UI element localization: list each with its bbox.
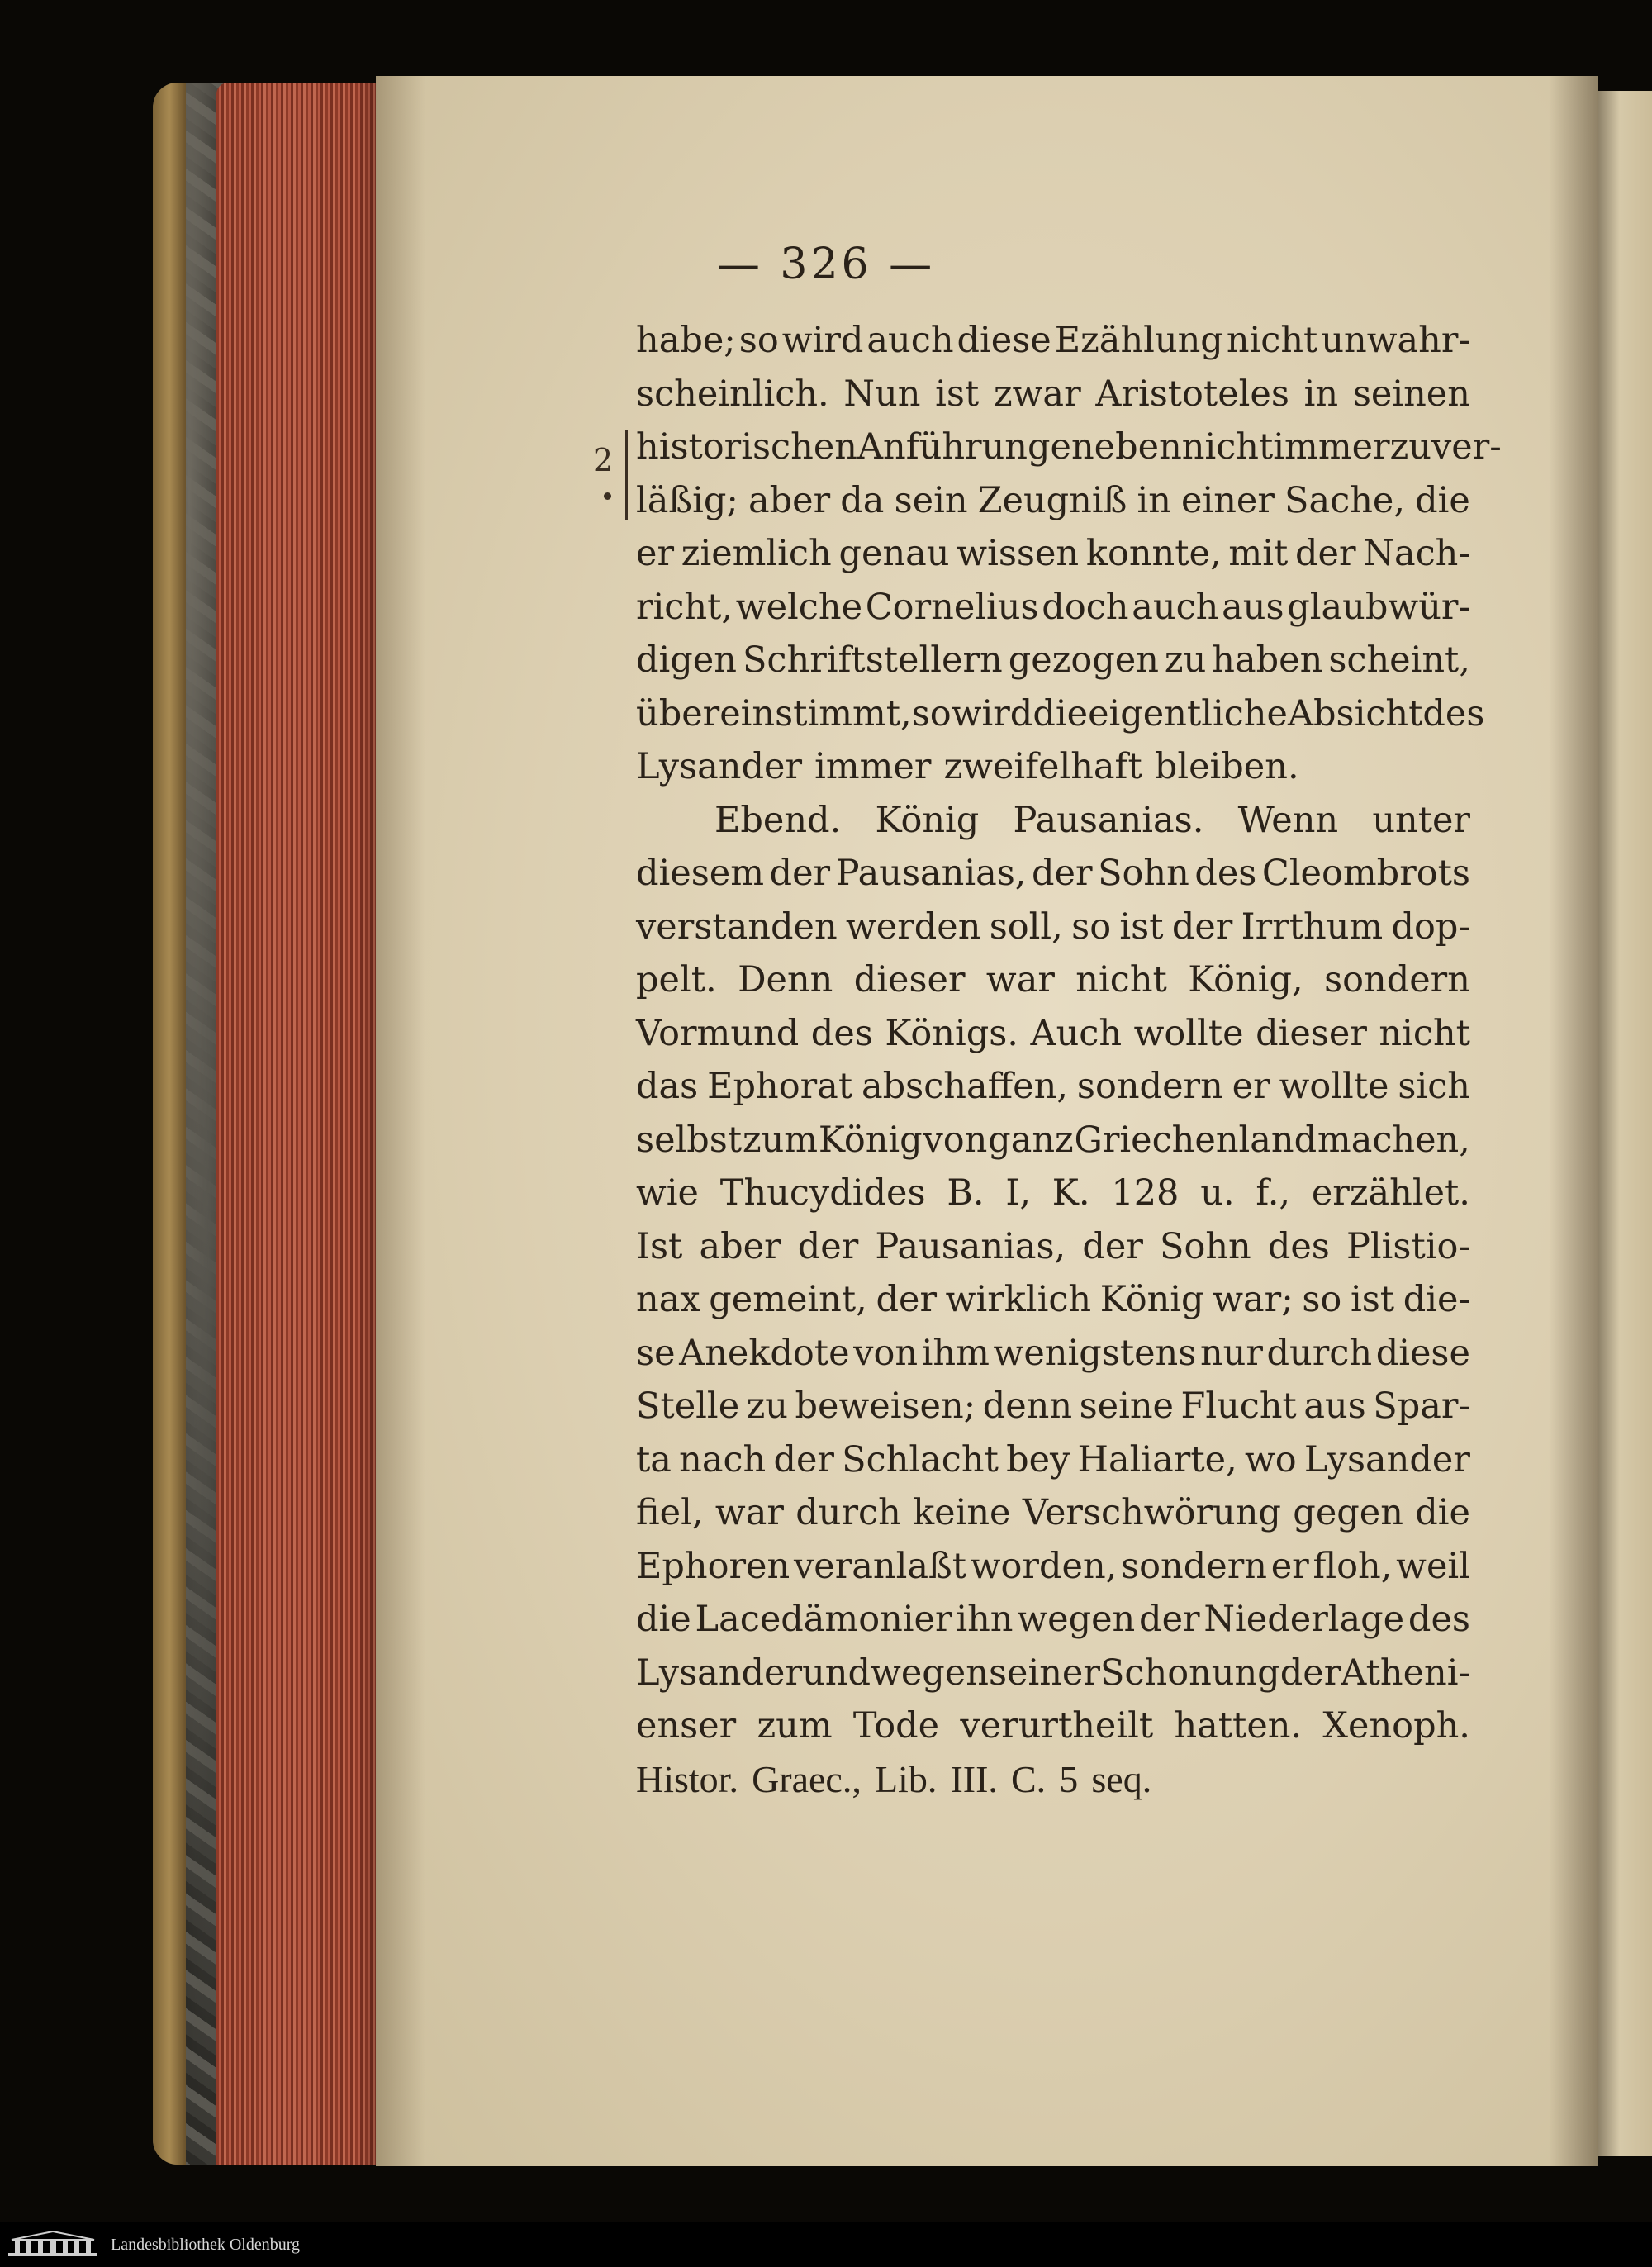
word: der (1082, 1225, 1143, 1267)
text-line (636, 1486, 1470, 1540)
text-line (636, 1220, 1470, 1274)
word: B. (947, 1172, 985, 1214)
word: Ephorat (707, 1066, 853, 1107)
word: und (802, 1652, 871, 1694)
word: Cornelius (865, 586, 1039, 628)
text-line (636, 953, 1470, 1007)
word: der (773, 1438, 834, 1480)
word: Pausanias. (1013, 799, 1204, 841)
word: nicht (1226, 320, 1318, 361)
word: nur (1199, 1332, 1263, 1374)
word: so (1302, 1279, 1342, 1320)
word: Schlacht (842, 1438, 999, 1480)
text-line (636, 740, 1470, 794)
word: verurtheilt (960, 1705, 1154, 1747)
word: historischen (636, 426, 857, 468)
word: ihm (921, 1332, 990, 1374)
word: eigentliche (1088, 692, 1288, 734)
text-line (636, 1114, 1470, 1167)
word: pelt. (636, 959, 717, 1000)
word: so (1071, 905, 1112, 948)
word: floh, (1313, 1545, 1393, 1587)
word: durch (1266, 1332, 1373, 1374)
text-line (636, 1753, 1470, 1807)
margin-note: 2 (593, 442, 614, 478)
word: dop- (1391, 905, 1470, 948)
word: läßig; (636, 479, 738, 521)
word: zu (1164, 639, 1207, 681)
word: wird (781, 320, 864, 361)
margin-mark-bar (625, 430, 628, 520)
word: Aristoteles (1095, 373, 1289, 415)
word: war; (1213, 1279, 1294, 1320)
word: fiel, (636, 1492, 704, 1533)
word: werden (845, 905, 981, 948)
word: aber (748, 479, 831, 521)
word: veranlaßt (793, 1545, 966, 1587)
text-line (636, 901, 1470, 954)
word: König (875, 799, 980, 841)
word: diesem (636, 853, 765, 894)
word: 5 (1059, 1757, 1079, 1800)
word: enser (636, 1705, 737, 1747)
word: genau (838, 533, 950, 574)
word: wegen (871, 1652, 989, 1694)
word: Haliarte, (1077, 1438, 1237, 1480)
word: da (840, 479, 885, 521)
word: der (1295, 533, 1356, 574)
text-line (636, 1007, 1470, 1061)
word: wissen (957, 533, 1080, 574)
word: des (1267, 1225, 1330, 1267)
word: Lysander (636, 746, 803, 787)
text-line (636, 1380, 1470, 1433)
word: die (1415, 1492, 1470, 1533)
library-logo-icon (7, 2228, 99, 2261)
word: wenigstens (993, 1332, 1197, 1374)
word: in (1303, 373, 1339, 415)
word: Xenoph. (1322, 1705, 1470, 1747)
word: hatten. (1174, 1705, 1303, 1747)
word: Thucydides (719, 1172, 926, 1214)
word: I, (1005, 1172, 1032, 1214)
word: wollte (1279, 1066, 1389, 1107)
word: Plistio- (1346, 1225, 1470, 1267)
word: die- (1403, 1279, 1470, 1320)
word: war (985, 959, 1055, 1000)
text-line (636, 581, 1470, 634)
word: der (769, 853, 831, 894)
word: zum (757, 1705, 833, 1747)
word: der (876, 1279, 937, 1320)
word: die (636, 1599, 691, 1640)
word: verstanden (636, 905, 838, 948)
word: seine (1079, 1385, 1174, 1427)
word: seq. (1091, 1757, 1152, 1800)
word: der (1139, 1599, 1200, 1640)
word: wegen (1017, 1599, 1136, 1640)
text-line (636, 421, 1502, 474)
word: gezogen (1008, 639, 1159, 681)
word: Stelle (636, 1385, 740, 1427)
word: zum (742, 1119, 819, 1161)
word: haben (1212, 639, 1323, 681)
word: Ist (636, 1225, 683, 1267)
word: machen, (1317, 1119, 1470, 1161)
word: bleiben. (1154, 746, 1299, 787)
word: gemeint, (709, 1279, 867, 1320)
word: Histor. (636, 1757, 738, 1800)
word: Ezählung (1054, 320, 1223, 361)
word: nach (679, 1438, 767, 1480)
word: des (810, 1012, 873, 1054)
word: unter (1372, 799, 1470, 841)
word: C. (1011, 1757, 1047, 1800)
margin-mark-dot (604, 492, 611, 500)
word: nax (636, 1279, 700, 1320)
word: der (1032, 853, 1093, 894)
word: sein (894, 479, 968, 521)
word: zuver- (1389, 426, 1502, 468)
word: ziemlich (681, 533, 832, 574)
word: keine (913, 1492, 1011, 1533)
word: glaubwür- (1287, 586, 1470, 628)
word: so (738, 320, 779, 361)
word: immer (814, 746, 932, 787)
word: habe; (636, 320, 736, 361)
word: wirklich (945, 1279, 1092, 1320)
word: ihn (956, 1599, 1014, 1640)
word: aber (699, 1225, 781, 1267)
word: Nun (843, 373, 921, 415)
text-line (636, 1167, 1470, 1220)
word: ist (935, 373, 980, 415)
word: seiner (988, 1652, 1100, 1694)
word: Lacedämonier (695, 1599, 952, 1640)
word: Pausanias, (875, 1225, 1066, 1267)
text-line (636, 314, 1470, 368)
word: Lysander (1303, 1438, 1470, 1480)
word: diese (1375, 1332, 1470, 1374)
word: dieser (853, 959, 966, 1000)
word: abschaffen, (861, 1066, 1068, 1107)
word: sondern (1076, 1066, 1223, 1107)
word: digen (636, 639, 737, 681)
word: Wenn (1237, 799, 1339, 841)
word: seinen (1352, 373, 1470, 415)
word: weil (1396, 1545, 1470, 1587)
word: Lib. (874, 1757, 938, 1800)
word: Niederlage (1203, 1599, 1405, 1640)
word: aus (1222, 586, 1284, 628)
word: worden, (970, 1545, 1118, 1587)
word: scheinlich. (636, 373, 829, 415)
word: Auch (1030, 1012, 1123, 1054)
word: der (1171, 905, 1233, 948)
text-line (636, 1647, 1470, 1700)
text-line (636, 1433, 1470, 1487)
word: sondern (1324, 959, 1470, 1000)
word: Verschwörung (1022, 1492, 1281, 1533)
footer-bar (0, 2222, 1652, 2267)
word: Nach- (1363, 533, 1470, 574)
word: auch (866, 320, 954, 361)
word: auch (1132, 586, 1219, 628)
word: Anekdote (679, 1332, 850, 1374)
word: zu (746, 1385, 788, 1427)
word: Vormund (636, 1012, 800, 1054)
word: er (636, 533, 675, 574)
word: in (1137, 479, 1171, 521)
text-line (636, 1273, 1470, 1327)
word: soll, (989, 905, 1063, 948)
word: u. (1200, 1172, 1235, 1214)
word: König, (1188, 959, 1303, 1000)
word: 128 (1111, 1172, 1180, 1214)
word: die (1032, 692, 1089, 734)
text-line (636, 634, 1470, 687)
word: konnte, (1085, 533, 1222, 574)
word: Zeugniß (977, 479, 1127, 521)
word: erzählet. (1311, 1172, 1470, 1214)
word: wird (951, 692, 1033, 734)
word: scheint, (1328, 639, 1470, 681)
word: ganz (988, 1119, 1074, 1161)
text-line (636, 794, 1470, 848)
word: durch (795, 1492, 901, 1533)
word: richt, (636, 586, 733, 628)
word: immer (1273, 426, 1390, 468)
word: Cleombrots (1261, 853, 1470, 894)
text-line (636, 847, 1470, 901)
word: Griechenland (1074, 1119, 1317, 1161)
word: mit (1228, 533, 1289, 574)
word: eben (1094, 426, 1182, 468)
text-line (636, 687, 1485, 741)
word: Ebend. (714, 799, 842, 841)
word: doch (1042, 586, 1129, 628)
word: Graec., (752, 1757, 862, 1800)
word: ta (636, 1438, 672, 1480)
word: ist (1350, 1279, 1395, 1320)
word: sich (1398, 1066, 1470, 1107)
word: übereinstimmt, (636, 692, 912, 734)
word: zwar (993, 373, 1081, 415)
text-line (636, 527, 1470, 581)
word: das (636, 1066, 699, 1107)
word: von (923, 1119, 988, 1161)
word: Irrthum (1241, 905, 1384, 948)
word: Pausanias, (835, 853, 1027, 894)
word: Flucht (1180, 1385, 1297, 1427)
word: se (636, 1332, 676, 1374)
library-name: Landesbibliothek Oldenburg (111, 2235, 301, 2254)
text-line (636, 1540, 1470, 1594)
word: beweisen; (795, 1385, 976, 1427)
word: wollte (1133, 1012, 1244, 1054)
word: nicht (1379, 1012, 1470, 1054)
page-number: — 326 — (716, 240, 936, 289)
word: K. (1051, 1172, 1090, 1214)
word: bey (1006, 1438, 1070, 1480)
word: Lysander (636, 1652, 803, 1694)
word: Absicht (1287, 692, 1423, 734)
text-line (636, 368, 1470, 421)
word: des (1408, 1599, 1470, 1640)
word: wo (1244, 1438, 1297, 1480)
word: die (1415, 479, 1470, 521)
text-line (636, 1327, 1470, 1381)
word: f., (1256, 1172, 1291, 1214)
word: Königs. (885, 1012, 1018, 1054)
word: Anführungen (857, 426, 1094, 468)
text-line (636, 1699, 1470, 1753)
word: des (1194, 853, 1257, 894)
text-line (636, 1060, 1470, 1114)
word: er (1232, 1066, 1270, 1107)
facing-page-edge (1598, 91, 1652, 2156)
word: von (853, 1332, 919, 1374)
word: Sache, (1284, 479, 1406, 521)
word: Tode (852, 1705, 940, 1747)
word: selbst (636, 1119, 743, 1161)
word: Atheni- (1341, 1652, 1470, 1694)
word: des (1422, 692, 1485, 734)
page-body-text (636, 314, 1502, 1806)
word: König (818, 1119, 923, 1161)
word: war (714, 1492, 784, 1533)
word: Schonung (1099, 1652, 1280, 1694)
word: aus (1303, 1385, 1366, 1427)
word: sondern (1121, 1545, 1267, 1587)
word: denn (982, 1385, 1073, 1427)
word: nicht (1075, 959, 1167, 1000)
word: nicht (1181, 426, 1274, 468)
word: Sohn (1159, 1225, 1251, 1267)
word: Spar- (1373, 1385, 1470, 1427)
text-line (636, 1593, 1470, 1647)
word: wie (636, 1172, 700, 1214)
word: einer (1181, 479, 1275, 521)
word: unwahr- (1321, 320, 1470, 361)
word: diese (957, 320, 1051, 361)
word: Denn (738, 959, 833, 1000)
word: Sohn (1098, 853, 1189, 894)
page-edges (216, 83, 382, 2165)
word: Schriftstellern (742, 639, 1003, 681)
spine-edge (153, 83, 186, 2165)
word: zweifelhaft (943, 746, 1142, 787)
word: der (1279, 1652, 1341, 1694)
word: er (1270, 1545, 1309, 1587)
word: Ephoren (636, 1545, 790, 1587)
word: gegen (1293, 1492, 1403, 1533)
word: so (911, 692, 952, 734)
word: der (797, 1225, 859, 1267)
word: ist (1119, 905, 1164, 948)
text-line (636, 474, 1470, 528)
word: III. (950, 1757, 998, 1800)
word: welche (735, 586, 863, 628)
word: König (1099, 1279, 1204, 1320)
word: dieser (1256, 1012, 1367, 1054)
